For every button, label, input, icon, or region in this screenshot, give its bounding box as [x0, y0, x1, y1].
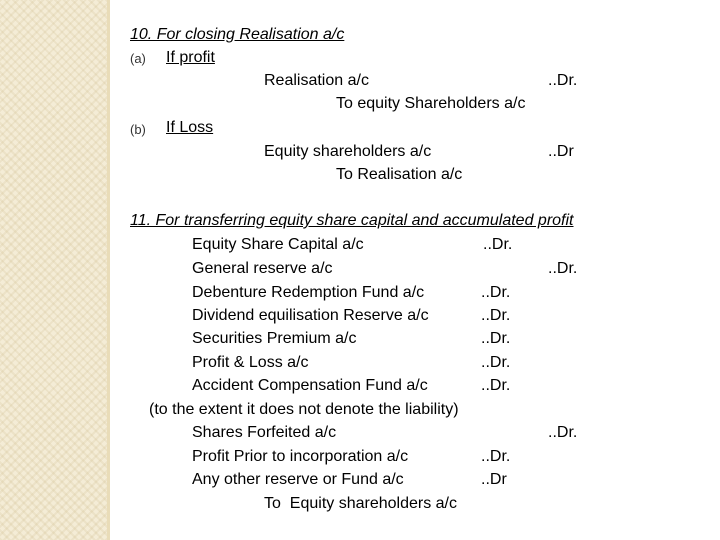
entry-dr: ..Dr. — [481, 377, 511, 394]
entry-b-debit-account: Equity shareholders a/c — [264, 143, 432, 160]
entry-label: Dividend equilisation Reserve a/c — [192, 307, 429, 324]
case-b-label: If Loss — [166, 119, 214, 136]
entry-dr: ..Dr. — [483, 236, 513, 253]
entry-a-credit-account: To equity Shareholders a/c — [336, 95, 526, 112]
entry-dr: ..Dr. — [548, 424, 578, 441]
entry-label: Accident Compensation Fund a/c — [192, 377, 428, 394]
entry-label: Securities Premium a/c — [192, 330, 357, 347]
section-11-heading: 11. For transferring equity share capital and accumulated profit — [130, 212, 574, 229]
entry-b-credit-account: To Realisation a/c — [336, 166, 463, 183]
entry-dr: ..Dr — [481, 471, 507, 488]
entry-a-debit-account: Realisation a/c — [264, 72, 369, 89]
entry-dr: ..Dr. — [481, 448, 511, 465]
entry-label: Any other reserve or Fund a/c — [192, 471, 404, 488]
entry-label: Shares Forfeited a/c — [192, 424, 337, 441]
entry-label: General reserve a/c — [192, 260, 333, 277]
entry-dr: ..Dr. — [481, 354, 511, 371]
marker-a: (a) — [130, 51, 146, 66]
entry-a-debit-marker: ..Dr. — [548, 72, 578, 89]
section-10-heading: 10. For closing Realisation a/c — [130, 26, 345, 43]
case-a-label: If profit — [166, 49, 215, 66]
entry-dr: ..Dr. — [481, 330, 511, 347]
entry-label: Debenture Redemption Fund a/c — [192, 284, 425, 301]
liability-note: (to the extent it does not denote the liability) — [149, 401, 459, 418]
entry-label: Profit & Loss a/c — [192, 354, 309, 371]
closing-credit-account: To Equity shareholders a/c — [264, 495, 457, 512]
decorative-stripe-edge — [107, 0, 110, 540]
decorative-side-stripe — [0, 0, 107, 540]
entry-dr: ..Dr. — [548, 260, 578, 277]
entry-b-debit-marker: ..Dr — [548, 143, 574, 160]
entry-label: Equity Share Capital a/c — [192, 236, 364, 253]
entry-label: Profit Prior to incorporation a/c — [192, 448, 409, 465]
entry-dr: ..Dr. — [481, 307, 511, 324]
marker-b: (b) — [130, 122, 146, 137]
entry-dr: ..Dr. — [481, 284, 511, 301]
